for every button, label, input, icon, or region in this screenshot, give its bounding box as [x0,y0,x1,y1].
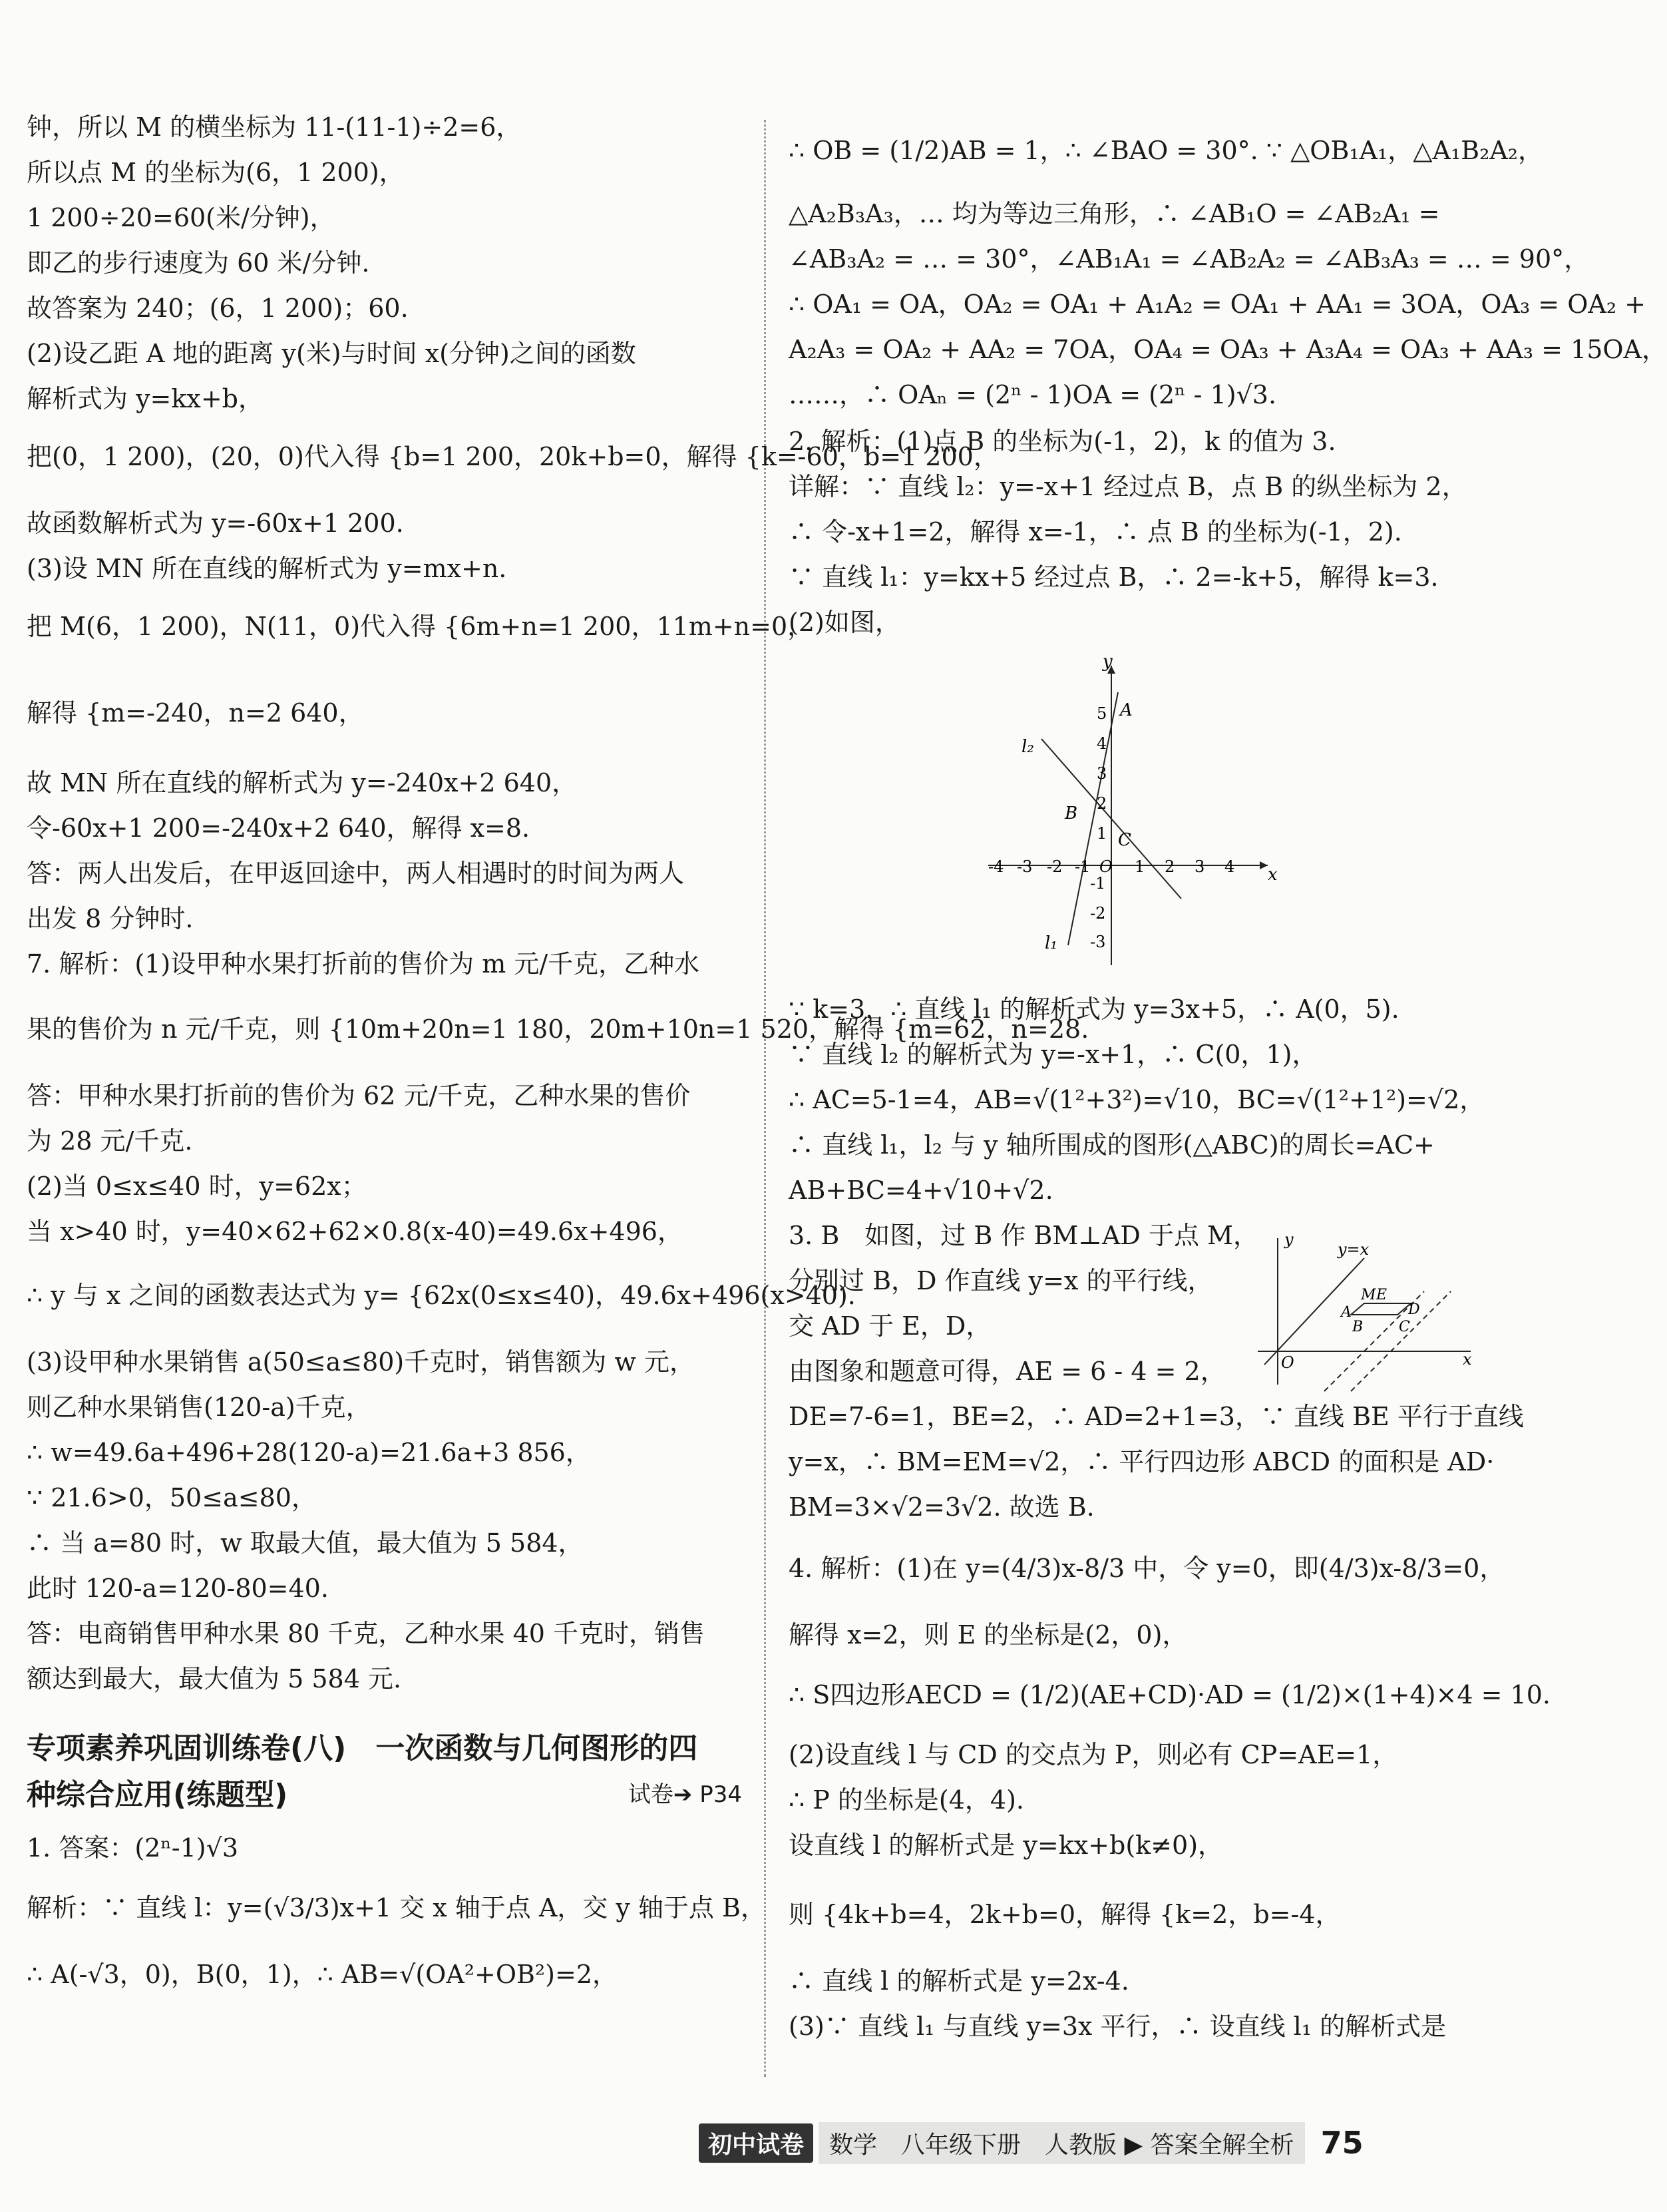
y-tick: 2 [1097,794,1107,813]
text-line: 设直线 l 的解析式是 y=kx+b(k≠0)， [789,1831,1224,1860]
x-tick: 2 [1165,857,1175,876]
footer-title: 数学 八年级下册 人教版 ▶ 答案全解全析 [819,2122,1305,2164]
origin: O [1281,1353,1294,1372]
text-line: (3)设 MN 所在直线的解析式为 y=mx+n. [27,554,507,583]
text-line: 由图象和题意可得，AE = 6 - 4 = 2， [789,1357,1226,1386]
page-number: 75 [1320,2125,1364,2161]
label-l2: l₂ [1021,737,1034,757]
text-line: 则乙种水果销售(120-a)千克， [27,1393,371,1422]
point-E: E [1376,1287,1388,1303]
text-line: ∴ S四边形AECD = (1/2)(AE+CD)·AD = (1/2)×(1+4)×4 = 10. [789,1680,1551,1709]
section-title: 种综合应用(练题型) [27,1778,288,1812]
text-line: 解得 {m=-240，n=2 640， [27,698,364,728]
text-line: y=x，∴ BM=EM=√2，∴ 平行四边形 ABCD 的面积是 AD· [789,1447,1495,1476]
section-ref: 试卷➔ P34 [628,1781,742,1808]
x-label: x [1268,865,1278,885]
text-line: ∴ 直线 l₁，l₂ 与 y 轴所围成的图形(△ABC)的周长=AC+ [789,1130,1435,1160]
text-line: ……，∴ OAₙ = (2ⁿ - 1)OA = (2ⁿ - 1)√3. [789,380,1277,409]
text-line: △A₂B₃A₃，… 均为等边三角形，∴ ∠AB₁O = ∠AB₂A₁ = [789,199,1440,228]
text-line: (2)设乙距 A 地的距离 y(米)与时间 x(分钟)之间的函数 [27,339,636,368]
text-line: AB+BC=4+√10+√2. [789,1176,1053,1205]
text-line: ∴ 令-x+1=2，解得 x=-1，∴ 点 B 的坐标为(-1，2). [789,517,1402,547]
text-line: (3)设甲种水果销售 a(50≤a≤80)千克时，销售额为 w 元， [27,1347,695,1377]
parallel-line [1351,1291,1451,1391]
y-label: y [1284,1230,1294,1249]
x-tick: -2 [1047,857,1063,876]
x-tick: 3 [1195,857,1205,876]
question-4: 4. 解析：(1)在 y=(4/3)x-8/3 中，令 y=0，即(4/3)x-8/3=0， [789,1554,1505,1583]
text-line: ∵ 直线 l₂ 的解析式为 y=-x+1，∴ C(0，1)， [789,1040,1318,1069]
text-line: ∵ 直线 l₁：y=kx+5 经过点 B，∴ 2=-k+5，解得 k=3. [789,562,1439,592]
text-line: 故 MN 所在直线的解析式为 y=-240x+2 640， [27,768,578,797]
text-line: (2)设直线 l 与 CD 的交点为 P，则必有 CP=AE=1， [789,1740,1398,1769]
y-tick: -2 [1090,904,1106,923]
coordinate-graph-2 [1251,1231,1477,1391]
text-line: 把(0，1 200)，(20，0)代入得 {b=1 200，20k+b=0，解得 {k=-60，b=1 200， [27,442,999,471]
line-label: y=x [1338,1240,1370,1259]
point-B: B [1065,803,1078,823]
x-tick: 1 [1135,857,1145,876]
text-line: 故函数解析式为 y=-60x+1 200. [27,509,404,538]
parallelogram [1351,1303,1411,1315]
text-line: 答：两人出发后，在甲返回途中，两人相遇时的时间为两人 [27,859,685,888]
text-line: ∴ y 与 x 之间的函数表达式为 y= {62x(0≤x≤40)，49.6x+496(x>40). [27,1281,856,1310]
text-line: (2)如图， [789,608,900,637]
text-line: 当 x>40 时，y=40×62+62×0.8(x-40)=49.6x+496， [27,1217,683,1246]
coordinate-graph-1 [975,652,1281,972]
text-line: 详解：∵ 直线 l₂：y=-x+1 经过点 B，点 B 的纵坐标为 2， [789,472,1467,501]
text-line: ∴ w=49.6a+496+28(120-a)=21.6a+3 856， [27,1438,591,1467]
y-tick: -3 [1090,933,1106,951]
text-line: 解析式为 y=kx+b， [27,384,264,413]
text-line: 所以点 M 的坐标为(6，1 200)， [27,158,405,187]
y-tick: 4 [1097,734,1107,753]
text-line: 令-60x+1 200=-240x+2 640，解得 x=8. [27,813,530,843]
text-line: 解析：∵ 直线 l：y=(√3/3)x+1 交 x 轴于点 A，交 y 轴于点 B， [27,1893,766,1922]
x-label: x [1463,1350,1472,1369]
x-arrow [1260,861,1268,869]
footer-badge: 初中试卷 [699,2123,813,2163]
x-tick: -1 [1075,857,1091,876]
text-line: BM=3×√2=3√2. 故选 B. [789,1492,1095,1522]
right-column [789,100,1667,2097]
point-A: A [1341,1304,1352,1321]
text-line: 分别过 B，D 作直线 y=x 的平行线， [789,1266,1213,1295]
x-tick: -4 [988,857,1004,876]
x-tick: 4 [1224,857,1235,876]
text-line: 交 AD 于 E，D， [789,1311,992,1341]
text-line: ∴ AC=5-1=4，AB=√(1²+3²)=√10，BC=√(1²+1²)=√2， [789,1085,1485,1114]
y-label: y [1103,652,1113,672]
text-line: 1 200÷20=60(米/分钟)， [27,203,335,232]
text-line: ∴ 当 a=80 时，w 取最大值，最大值为 5 584， [27,1528,584,1558]
point-C: C [1399,1319,1410,1335]
section-title: 专项素养巩固训练卷(八) 一次函数与几何图形的四 [27,1731,698,1765]
column-divider [764,120,766,2077]
text-line: 解得 x=2，则 E 的坐标是(2，0)， [789,1620,1188,1650]
text-line: 即乙的步行速度为 60 米/分钟. [27,248,370,278]
y-tick: 3 [1097,764,1107,783]
text-line: ∴ 直线 l 的解析式是 y=2x-4. [789,1966,1129,1996]
text-line: ∴ P 的坐标是(4，4). [789,1785,1024,1815]
question-3: 3. B 如图，过 B 作 BM⊥AD 于点 M， [789,1221,1258,1250]
text-line: ∴ OA₁ = OA，OA₂ = OA₁ + A₁A₂ = OA₁ + AA₁ = 3OA，OA₃ = OA₂ + [789,290,1646,319]
text-line: ∠AB₃A₂ = … = 30°，∠AB₁A₁ = ∠AB₂A₂ = ∠AB₃A₃ = … = 90°， [789,244,1590,274]
text-line: ∵ k=3，∴ 直线 l₁ 的解析式为 y=3x+5，∴ A(0，5). [789,995,1399,1024]
text-line: (2)当 0≤x≤40 时，y=62x； [27,1172,367,1201]
text-line: DE=7-6=1，BE=2，∴ AD=2+1=3，∵ 直线 BE 平行于直线 [789,1402,1524,1431]
text-line: (3)∵ 直线 l₁ 与直线 y=3x 平行，∴ 设直线 l₁ 的解析式是 [789,2012,1447,2041]
y-tick: 1 [1097,824,1107,843]
text-line: 此时 120-a=120-80=40. [27,1574,329,1603]
text-line: A₂A₃ = OA₂ + AA₂ = 7OA，OA₄ = OA₃ + A₃A₄ = OA₃ + AA₃ = 15OA， [789,335,1667,364]
y-tick: 5 [1097,704,1107,723]
question-2: 2. 解析：(1)点 B 的坐标为(-1，2)，k 的值为 3. [789,427,1336,456]
question-7: 7. 解析：(1)设甲种水果打折前的售价为 m 元/千克，乙种水 [27,949,700,979]
text-line: 果的售价为 n 元/千克，则 {10m+20n=1 180，20m+10n=1 520，解得 {m=62，n=28. [27,1014,1089,1044]
x-tick: -3 [1017,857,1033,876]
text-line: 钟，所以 M 的横坐标为 11-(11-1)÷2=6， [27,112,522,142]
text-line: 为 28 元/千克. [27,1126,193,1156]
point-D: D [1408,1301,1420,1318]
text-line: 额达到最大，最大值为 5 584 元. [27,1664,402,1693]
text-line: ∴ OB = (1/2)AB = 1，∴ ∠BAO = 30°. ∵ △OB₁A₁，△A₁B₂A₂， [789,136,1544,165]
text-line: 则 {4k+b=4，2k+b=0，解得 {k=2，b=-4， [789,1900,1341,1929]
point-C: C [1118,830,1131,850]
text-line: 故答案为 240；(6，1 200)；60. [27,294,409,323]
text-line: 把 M(6，1 200)，N(11，0)代入得 {6m+n=1 200，11m+n=0， [27,612,813,641]
origin: O [1099,857,1113,876]
answer-1: 1. 答案：(2ⁿ-1)√3 [27,1833,239,1863]
point-M: M [1361,1287,1376,1303]
y-tick: -1 [1090,874,1106,893]
point-B: B [1352,1319,1364,1335]
text-line: 出发 8 分钟时. [27,904,194,933]
text-line: 答：甲种水果打折前的售价为 62 元/千克，乙种水果的售价 [27,1081,691,1110]
text-line: ∵ 21.6>0，50≤a≤80， [27,1483,317,1512]
text-line: 答：电商销售甲种水果 80 千克，乙种水果 40 千克时，销售 [27,1619,705,1648]
label-l1: l₁ [1045,933,1057,953]
point-A: A [1120,700,1133,720]
text-line: ∴ A(-√3，0)，B(0，1)，∴ AB=√(OA²+OB²)=2， [27,1960,618,1989]
page-footer [699,2120,1364,2165]
